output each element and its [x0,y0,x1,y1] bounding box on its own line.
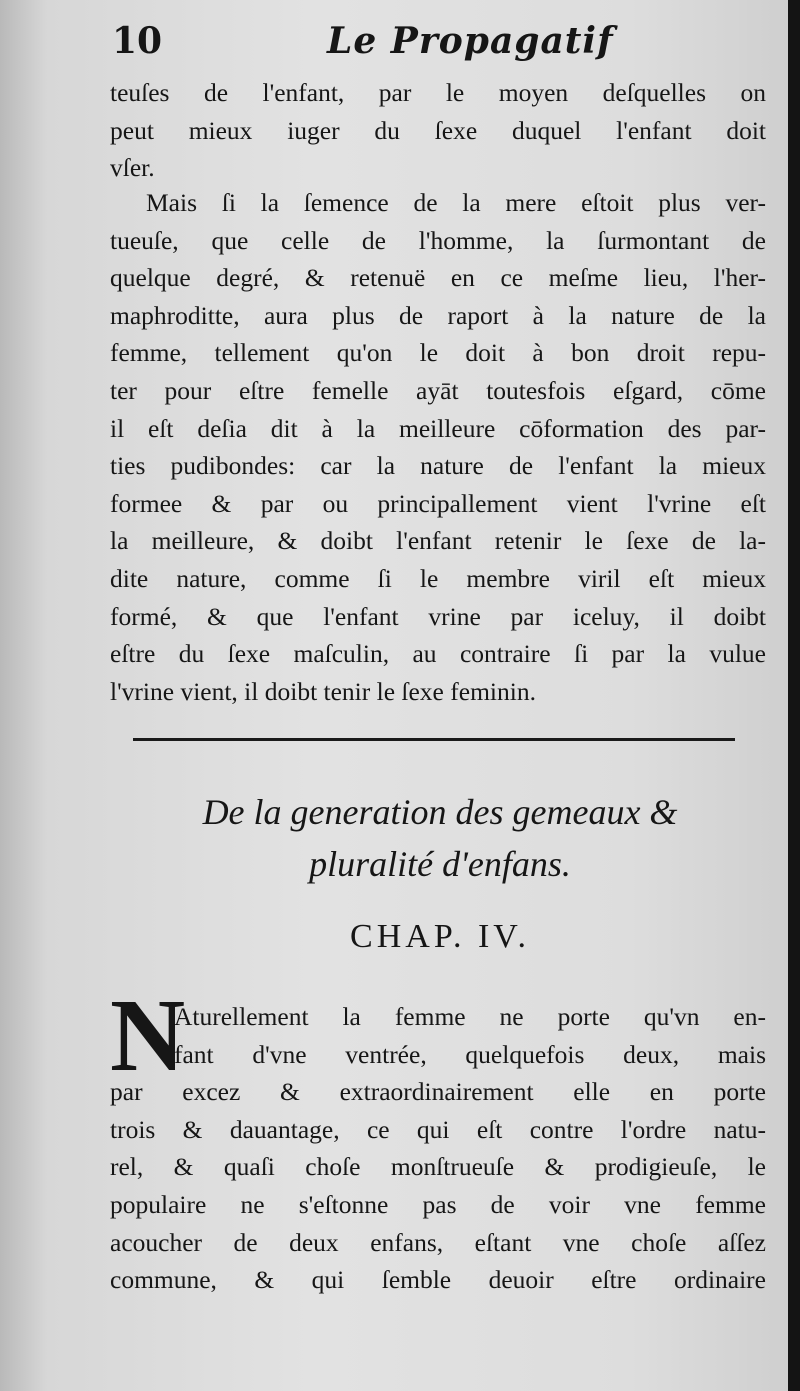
text-line: populaire ne s'eſtonne pas de voir vne femme [110,1189,766,1219]
paragraph-hermaphrodite [110,184,766,710]
drop-cap: N [110,978,186,1093]
text-line: peut mieux iuger du ſexe duquel l'enfant doit [110,115,766,145]
text-line: vſer. [110,153,155,183]
paragraph-continued [110,74,766,187]
text-line: il eſt deſia dit à la meilleure cōformation des par- [110,413,766,443]
text-line: acoucher de deux enfans, eſtant vne choſe aſſez [110,1227,766,1257]
paragraph-twins [110,998,766,1299]
text-line: la meilleure, & doibt l'enfant retenir le ſexe de la- [110,526,766,556]
text-line: fant d'vne ventrée, quelquefois deux, mais [174,1039,766,1069]
text-line: ties pudibondes: car la nature de l'enfant la mieux [110,451,766,481]
running-title: Le Propagatif [327,20,614,62]
text-line: teuſes de l'enfant, par le moyen deſquelles on [110,78,766,107]
text-line: ter pour eſtre femelle ayāt toutesfois eſgard, cōme [110,375,766,405]
section-divider [133,738,735,741]
text-line: l'vrine vient, il doibt tenir le ſexe feminin. [110,676,536,706]
text-line: maphroditte, aura plus de raport à la nature de la [110,300,766,330]
text-line: femme, tellement qu'on le doit à bon droit repu- [110,338,766,368]
text-line: quelque degré, & retenuë en ce meſme lieu, l'her- [110,263,766,293]
text-line: formee & par ou principallement vient l'vrine eſt [110,488,766,518]
text-line: dite nature, comme ſi le membre viril eſt mieux [110,563,766,593]
text-line: trois & dauantage, ce qui eſt contre l'ordre natu- [110,1114,766,1144]
chapter-title-line: pluralité d'enfans. [309,844,571,884]
text-line: eſtre du ſexe maſculin, au contraire ſi par la vulue [110,639,766,669]
text-line: Aturellement la femme ne porte qu'vn en- [174,1002,766,1031]
text-line: tueuſe, que celle de l'homme, la ſurmontant de [110,225,766,255]
text-line: commune, & qui ſemble deuoir eſtre ordinaire [110,1265,766,1295]
page-number: 10 [112,20,163,62]
text-line: rel, & quaſi choſe monſtrueuſe & prodigieuſe, le [110,1152,766,1182]
show-through-text [8,470,68,560]
chapter-title [120,786,760,890]
text-line: par excez & extraordinairement elle en porte [110,1077,766,1107]
text-line: Mais ſi la ſemence de la mere eſtoit plus ver- [146,188,766,217]
page-header [112,14,772,70]
chapter-label: CHAP. IV. [350,918,530,955]
chapter-title-line: De la generation des gemeaux & [202,792,678,832]
text-line: formé, & que l'enfant vrine par iceluy, il doibt [110,601,766,631]
